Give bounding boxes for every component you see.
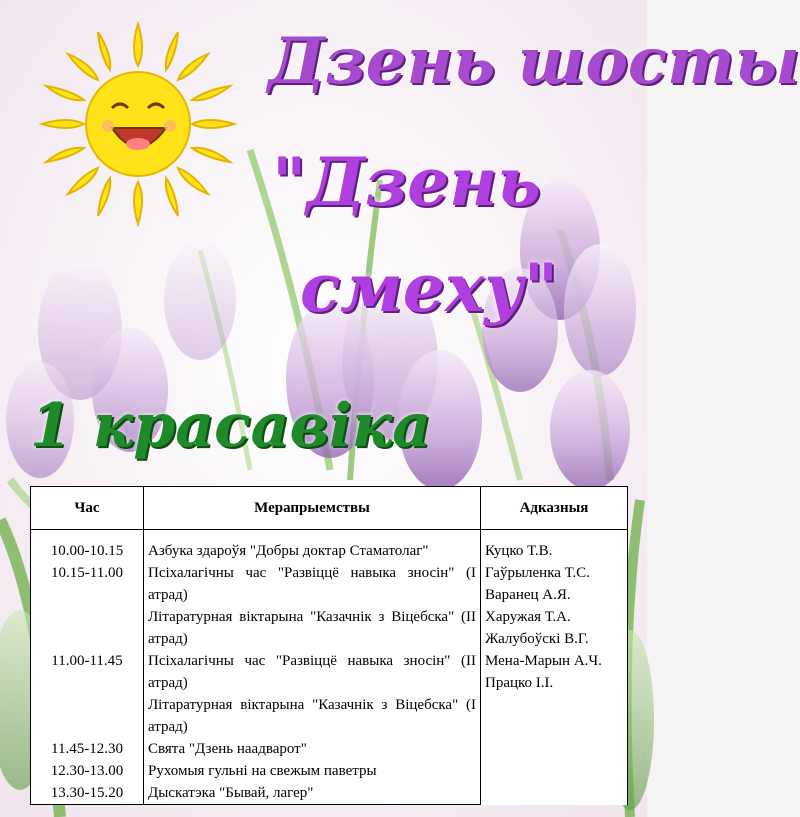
time-cell: 12.30-13.00 — [31, 760, 144, 782]
time-cell: 11.45-12.30 — [31, 738, 144, 760]
event-cell: Літаратурная віктарына "Казачнік з Віцебска" (II атрад) — [144, 606, 481, 650]
time-cell — [31, 694, 144, 738]
table-header-row — [31, 487, 628, 530]
responsible-person: Варанец А.Я. — [485, 587, 571, 603]
event-cell: Рухомыя гульні на свежым паветры — [144, 760, 481, 782]
column-header-events: Мерапрыемствы — [144, 487, 481, 530]
page-title-day: Дзень шосты — [268, 24, 800, 99]
event-date: 1 красавіка — [30, 391, 432, 461]
page-title-theme-line1: "Дзень — [272, 143, 541, 221]
column-header-time: Час — [31, 487, 144, 530]
page-title-theme-line2: смеху" — [300, 249, 559, 327]
time-cell: 13.30-15.20 — [31, 782, 144, 805]
responsible-person: Куцко Т.В. — [485, 543, 553, 559]
schedule-table — [30, 486, 628, 805]
time-cell: 10.00-10.15 — [31, 530, 144, 563]
column-header-responsible: Адказныя — [481, 487, 628, 530]
responsible-person: Жалубоўскі В.Г. — [485, 631, 589, 647]
event-cell: Дыскатэка "Бывай, лагер" — [144, 782, 481, 805]
event-cell: Псіхалагічны час "Развіццё навыка зносін" (I атрад) — [144, 562, 481, 606]
event-cell: Псіхалагічны час "Развіццё навыка зносін" (II атрад) — [144, 650, 481, 694]
responsible-person: Працко І.І. — [485, 675, 554, 691]
time-cell: 11.00-11.45 — [31, 650, 144, 694]
responsible-person: Мена-Марын А.Ч. — [485, 653, 602, 669]
table-row — [31, 530, 628, 563]
event-cell: Азбука здароўя "Добры доктар Стаматолаг" — [144, 530, 481, 563]
smiling-sun-icon — [38, 20, 238, 228]
time-cell — [31, 606, 144, 650]
responsible-cell — [481, 530, 628, 805]
event-cell: Літаратурная віктарына "Казачнік з Віцебска" (I атрад) — [144, 694, 481, 738]
responsible-person: Харужая Т.А. — [485, 609, 571, 625]
responsible-person: Гаўрыленка Т.С. — [485, 565, 590, 581]
event-cell: Свята "Дзень наадварот" — [144, 738, 481, 760]
time-cell: 10.15-11.00 — [31, 562, 144, 606]
